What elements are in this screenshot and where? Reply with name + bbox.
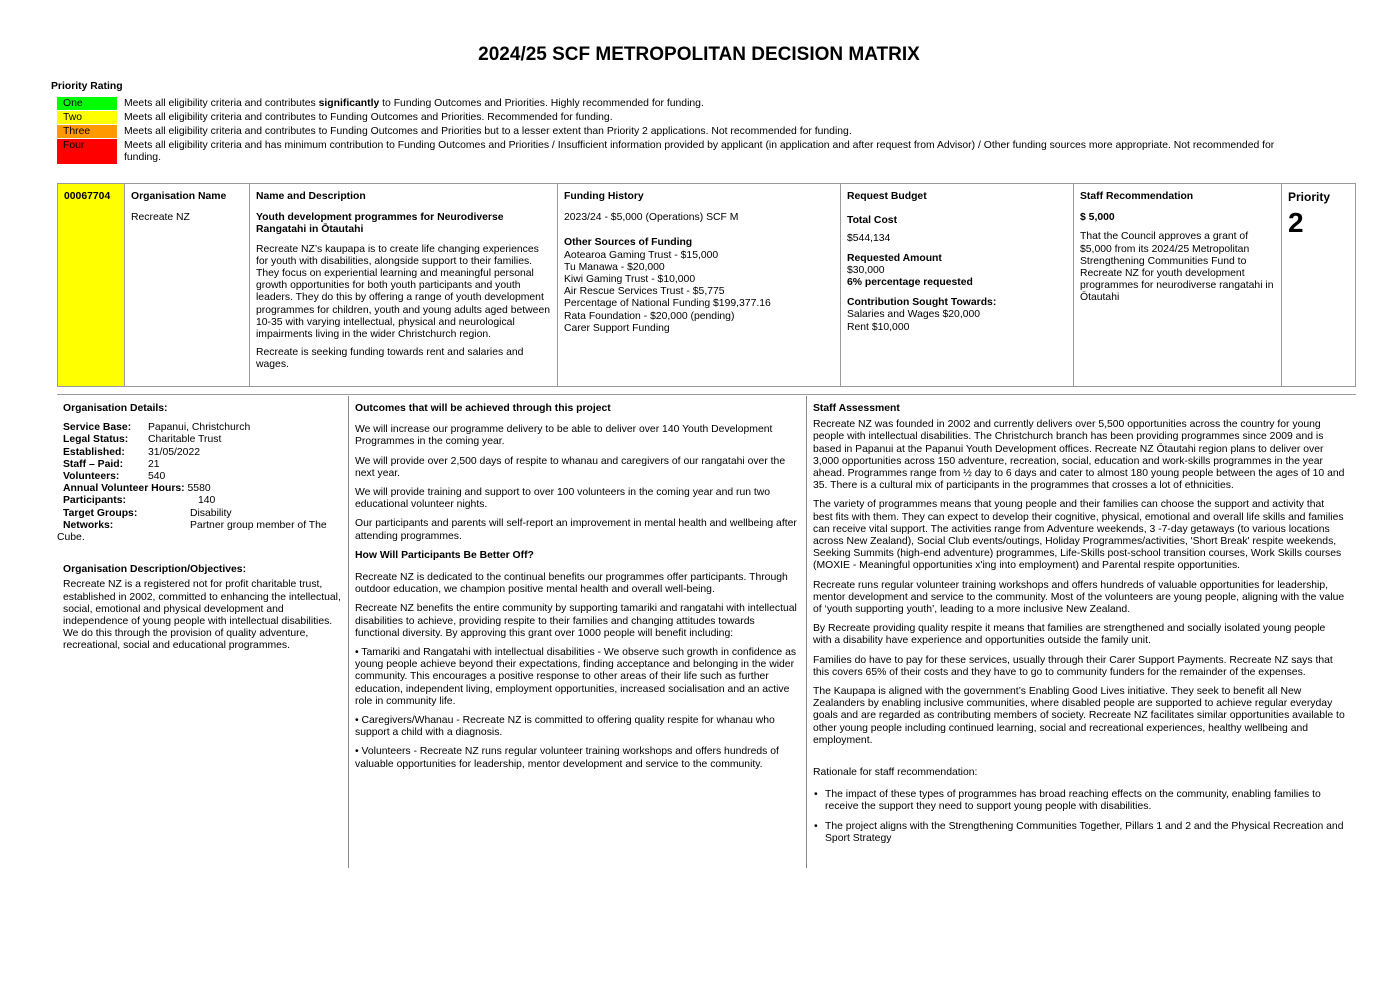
- staff-recommended-amount: $ 5,000: [1080, 212, 1115, 224]
- outcomes-column: [348, 396, 806, 868]
- assessment-paragraph: The variety of programmes means that young people and their families can choose the support and activity that best fits with them. They can expect to develop their cognitive, physical, emotional and overall life skills and families can receive vital support. The activities range from Adventure weekends, 3 -7-day getaways (to various locations across New Zealand), Social Club events/outings, Holiday Programmes/activities, 'Short Break' respite weekends, Seeking Summits (high-end adventure) programmes, Life-Skills post-school transition courses, Work Skills courses (MOXIE - Meaningful opportunities x'ing into employment) and Parental respite opportunities.: [813, 499, 1344, 572]
- funding-history-cell: [558, 184, 841, 386]
- project-funding-purpose: Recreate is seeking funding towards rent and salaries and wages.: [256, 347, 524, 371]
- rationale-item: [813, 821, 1346, 845]
- priority-rating-heading: Priority Rating: [51, 81, 123, 92]
- participants-value: 140: [198, 495, 216, 507]
- volunteer-hours-value: 5580: [187, 483, 211, 495]
- requested-amount-value: $30,000: [847, 264, 885, 276]
- org-detail-row: [63, 459, 342, 471]
- org-detail-value: Papanui, Christchurch: [148, 422, 251, 434]
- other-source-item: Percentage of National Funding $199,377.16: [564, 298, 771, 310]
- other-source-item: Tu Manawa - $20,000: [564, 261, 665, 273]
- org-description-heading: Organisation Description/Objectives:: [63, 564, 247, 576]
- better-off-paragraph: Recreate NZ benefits the entire community by supporting tamariki and rangatahi with intellectual disabilities to achieve, providing respite to their families and changing attitudes towards functional diversity. By approving this grant over 1000 people will benefit including:: [355, 603, 797, 639]
- rationale-text: The project aligns with the Strengthening Communities Together, Pillars 1 and 2 and the Physical Recreation and Sport Strategy: [825, 820, 1344, 844]
- document-title: 2024/25 SCF METROPOLITAN DECISION MATRIX: [478, 44, 920, 65]
- org-detail-key: Service Base:: [63, 422, 132, 434]
- assessment-paragraph: Families do have to pay for these services, usually through their Carer Support Payments. Recreate NZ says that this covers 65% of their costs and they have to go to community funders for the remainder of the expenses.: [813, 654, 1333, 678]
- better-off-paragraph: Recreate NZ is dedicated to the continual benefits our programmes offer participants. Through outdoor education, we champion positive mental health and overall well-being.: [355, 572, 788, 596]
- outcome-item: Our participants and parents will self-report an improvement in mental health and wellbeing after attending programmes.: [355, 518, 797, 542]
- better-off-heading: How Will Participants Be Better Off?: [355, 549, 534, 561]
- legend-swatch-four: Four: [57, 139, 117, 165]
- bullet-icon: •: [814, 789, 818, 801]
- target-groups-value: Disability: [190, 507, 232, 519]
- name-description-cell: [250, 184, 558, 386]
- participants-label: Participants:: [63, 495, 126, 507]
- target-groups-label: Target Groups:: [63, 507, 138, 519]
- org-detail-row: [63, 447, 342, 459]
- legend-text-one: [117, 97, 1304, 110]
- org-detail-key: Volunteers:: [63, 471, 120, 483]
- contribution-item: Salaries and Wages $20,000: [847, 309, 981, 321]
- assessment-paragraph: The Kaupapa is aligned with the government’s Enabling Good Lives initiative. They seek to benefit all New Zealanders by enabling inclusive communities, where disabled people are supported to achieve regular everyday goals and are regarded as contributing members of society. Recreate NZ facilitates similar opportunities available to other young people including continued learning, social and recreational experiences, healthy wellbeing and employment.: [813, 686, 1345, 746]
- priority-legend: [57, 97, 1317, 165]
- org-detail-key: Legal Status:: [63, 434, 129, 446]
- org-detail-key: Established:: [63, 446, 125, 458]
- priority-cell: [1282, 184, 1355, 386]
- outcome-item: We will provide training and support to over 100 volunteers in the coming year and run two educational volunteer nights.: [355, 487, 771, 511]
- target-groups-row: [63, 508, 342, 520]
- other-source-item: Kiwi Gaming Trust - $10,000: [564, 274, 696, 286]
- priority-heading: Priority: [1288, 190, 1331, 204]
- legend-swatch-three: Three: [57, 125, 117, 139]
- better-off-paragraph: • Tamariki and Rangatahi with intellectual disabilities - We observe such growth in confidence as young people achieve beyond their expectations, finding acceptance and belonging in the wider community. This encourages a positive response to other areas of their life such as further education, independent living, employment opportunities, increased socialisation and an active role in community life.: [355, 647, 797, 707]
- org-detail-value: 31/05/2022: [148, 446, 201, 458]
- rationale-heading: Rationale for staff recommendation:: [813, 767, 978, 779]
- legend-text-two: Meets all eligibility criteria and contributes to Funding Outcomes and Priorities. Recommended for funding.: [124, 112, 613, 123]
- staff-recommendation-cell: [1074, 184, 1282, 386]
- legend-text-one-post: to Funding Outcomes and Priorities. Highly recommended for funding.: [379, 98, 704, 109]
- legend-row-two: [57, 111, 1317, 125]
- summary-table: [57, 183, 1356, 387]
- organisation-details-column: [57, 396, 348, 868]
- staff-recommendation-heading: Staff Recommendation: [1080, 191, 1194, 202]
- bullet-icon: •: [814, 820, 818, 832]
- outcome-item: We will increase our programme delivery to be able to deliver over 140 Youth Development Programmes in the coming year.: [355, 424, 773, 448]
- other-source-item: Air Rescue Services Trust - $5,775: [564, 286, 725, 298]
- staff-recommendation-text: That the Council approves a grant of $5,000 from its 2024/25 Metropolitan Strengthening Communities Fund to Recreate NZ for youth development programmes for neurodiverse rangatahi in Ōtautahi: [1080, 231, 1274, 304]
- volunteer-hours-row: [63, 483, 342, 495]
- requested-percentage: 6% percentage requested: [847, 277, 973, 289]
- better-off-paragraph: • Volunteers - Recreate NZ runs regular volunteer training workshops and offers hundreds of valuable opportunities for leadership, mentor development and service to the community.: [355, 746, 779, 770]
- section-divider: [57, 394, 1356, 395]
- better-off-paragraph: • Caregivers/Whanau - Recreate NZ is committed to offering quality respite for whanau who support a child with a diagnosis.: [355, 715, 775, 739]
- assessment-paragraph: Recreate NZ was founded in 2002 and currently delivers over 5,500 opportunities across the country for young people with intellectual disabilities. The Christchurch branch has been providing programmes since 2009 and is based in Papanui at the Papanui Youth Development offices. Recreate NZ Ōtautahi region plans to deliver over 3,000 opportunities across 150 adventure, recreation, social, education and work-skills programmes in the year ahead. Programmes range from ½ day to 6 days and cater to almost 180 young people between the ages of 10 and 35. There is a cultural mix of participants in the programmes that crosses a lot of ethnicities.: [813, 419, 1345, 492]
- org-detail-value: 540: [148, 471, 166, 483]
- total-cost-label: Total Cost: [847, 215, 898, 227]
- org-name: Recreate NZ: [131, 212, 190, 224]
- legend-row-one: [57, 97, 1317, 111]
- rationale-item: [813, 789, 1346, 813]
- staff-assessment-heading: Staff Assessment: [813, 403, 900, 414]
- staff-assessment-column: [806, 396, 1352, 868]
- contribution-item: Rent $10,000: [847, 321, 910, 333]
- outcomes-heading: Outcomes that will be achieved through this project: [355, 403, 611, 414]
- org-detail-row: [63, 471, 342, 483]
- other-source-item: Rata Foundation - $20,000 (pending): [564, 310, 735, 322]
- name-description-heading: Name and Description: [256, 191, 366, 202]
- rationale-text: The impact of these types of programmes has broad reaching effects on the community, enabling families to receive the support they need to support young people with disabilities.: [825, 789, 1321, 813]
- contribution-label: Contribution Sought Towards:: [847, 297, 997, 309]
- other-source-item: Carer Support Funding: [564, 322, 670, 334]
- legend-text-three: Meets all eligibility criteria and contributes to Funding Outcomes and Priorities but to a lesser extent than Priority 2 applications. Not recommended for funding.: [124, 126, 852, 137]
- outcome-item: We will provide over 2,500 days of respite to whanau and caregivers of our rangatahi over the next year.: [355, 455, 786, 479]
- legend-text-one-bold: significantly: [318, 98, 380, 109]
- legend-text-four: Meets all eligibility criteria and has minimum contribution to Funding Outcomes and Priorities / Insufficient information provided by applicant (in application and after request from Advisor) / Other funding sources more appropriate. Not recommended for funding.: [124, 140, 1275, 163]
- legend-swatch-one: One: [57, 97, 117, 111]
- org-name-heading: Organisation Name: [131, 191, 227, 202]
- priority-value: 2: [1288, 207, 1304, 239]
- networks-label: Networks:: [63, 519, 114, 531]
- volunteer-hours-label: Annual Volunteer Hours:: [63, 483, 185, 495]
- assessment-paragraph: By Recreate providing quality respite it means that families are strengthened and socially isolated young people with a disability have experience and opportunities outside the family unit.: [813, 623, 1326, 647]
- org-name-cell: [125, 184, 250, 386]
- funding-history-line: 2023/24 - $5,000 (Operations) SCF M: [564, 212, 739, 224]
- legend-swatch-two: Two: [57, 111, 117, 125]
- org-detail-value: 21: [148, 458, 160, 470]
- participants-row: [63, 495, 342, 507]
- legend-row-four: [57, 139, 1317, 165]
- rationale-list: [813, 789, 1346, 845]
- request-budget-heading: Request Budget: [847, 191, 927, 202]
- org-description: Recreate NZ is a registered not for profit charitable trust, established in 2002, committed to enhancing the intellectual, social, emotional and physical development and independence of young people with intellectual disabilities. We do this through the provision of quality adventure, recreational, social and educational programmes.: [63, 579, 341, 652]
- org-detail-row: [63, 422, 342, 434]
- org-details-heading: Organisation Details:: [63, 403, 168, 414]
- other-source-item: Aotearoa Gaming Trust - $15,000: [564, 249, 719, 261]
- legend-row-three: [57, 125, 1317, 139]
- other-sources-heading: Other Sources of Funding: [564, 237, 693, 249]
- networks-value: Partner group member of The: [190, 519, 327, 531]
- networks-row: [63, 520, 342, 532]
- total-cost-value: $544,134: [847, 233, 891, 245]
- org-detail-row: [63, 434, 342, 446]
- funding-history-heading: Funding History: [564, 191, 644, 202]
- assessment-paragraph: Recreate runs regular volunteer training workshops and offers hundreds of valuable opportunities for leadership, mentor development and service to the community. Most of the volunteers are young people, aligning with the value of ‘youth supporting youth’, leading to a more inclusive New Zealand.: [813, 579, 1345, 616]
- project-title: Youth development programmes for Neurodiverse Rangatahi in Ōtautahi: [256, 212, 504, 236]
- networks-value-cont: Cube.: [57, 532, 85, 544]
- legend-text-one-pre: Meets all eligibility criteria and contributes: [124, 98, 319, 109]
- org-detail-value: Charitable Trust: [148, 434, 222, 446]
- org-detail-key: Staff – Paid:: [63, 458, 124, 470]
- project-description: Recreate NZ’s kaupapa is to create life changing experiences for youth with disabilities, alongside support to their families. They focus on experiential learning and meaningful personal growth opportunities for both youth participants and youth leaders. They do this by offering a range of youth development programmes for children, youth and young adults aged between 10-35 with varying intellectual, physical and neurological impairments living in the wider Christchurch region.: [256, 243, 551, 341]
- request-budget-cell: [841, 184, 1074, 386]
- requested-amount-label: Requested Amount: [847, 252, 942, 264]
- application-id: 00067704: [58, 184, 125, 386]
